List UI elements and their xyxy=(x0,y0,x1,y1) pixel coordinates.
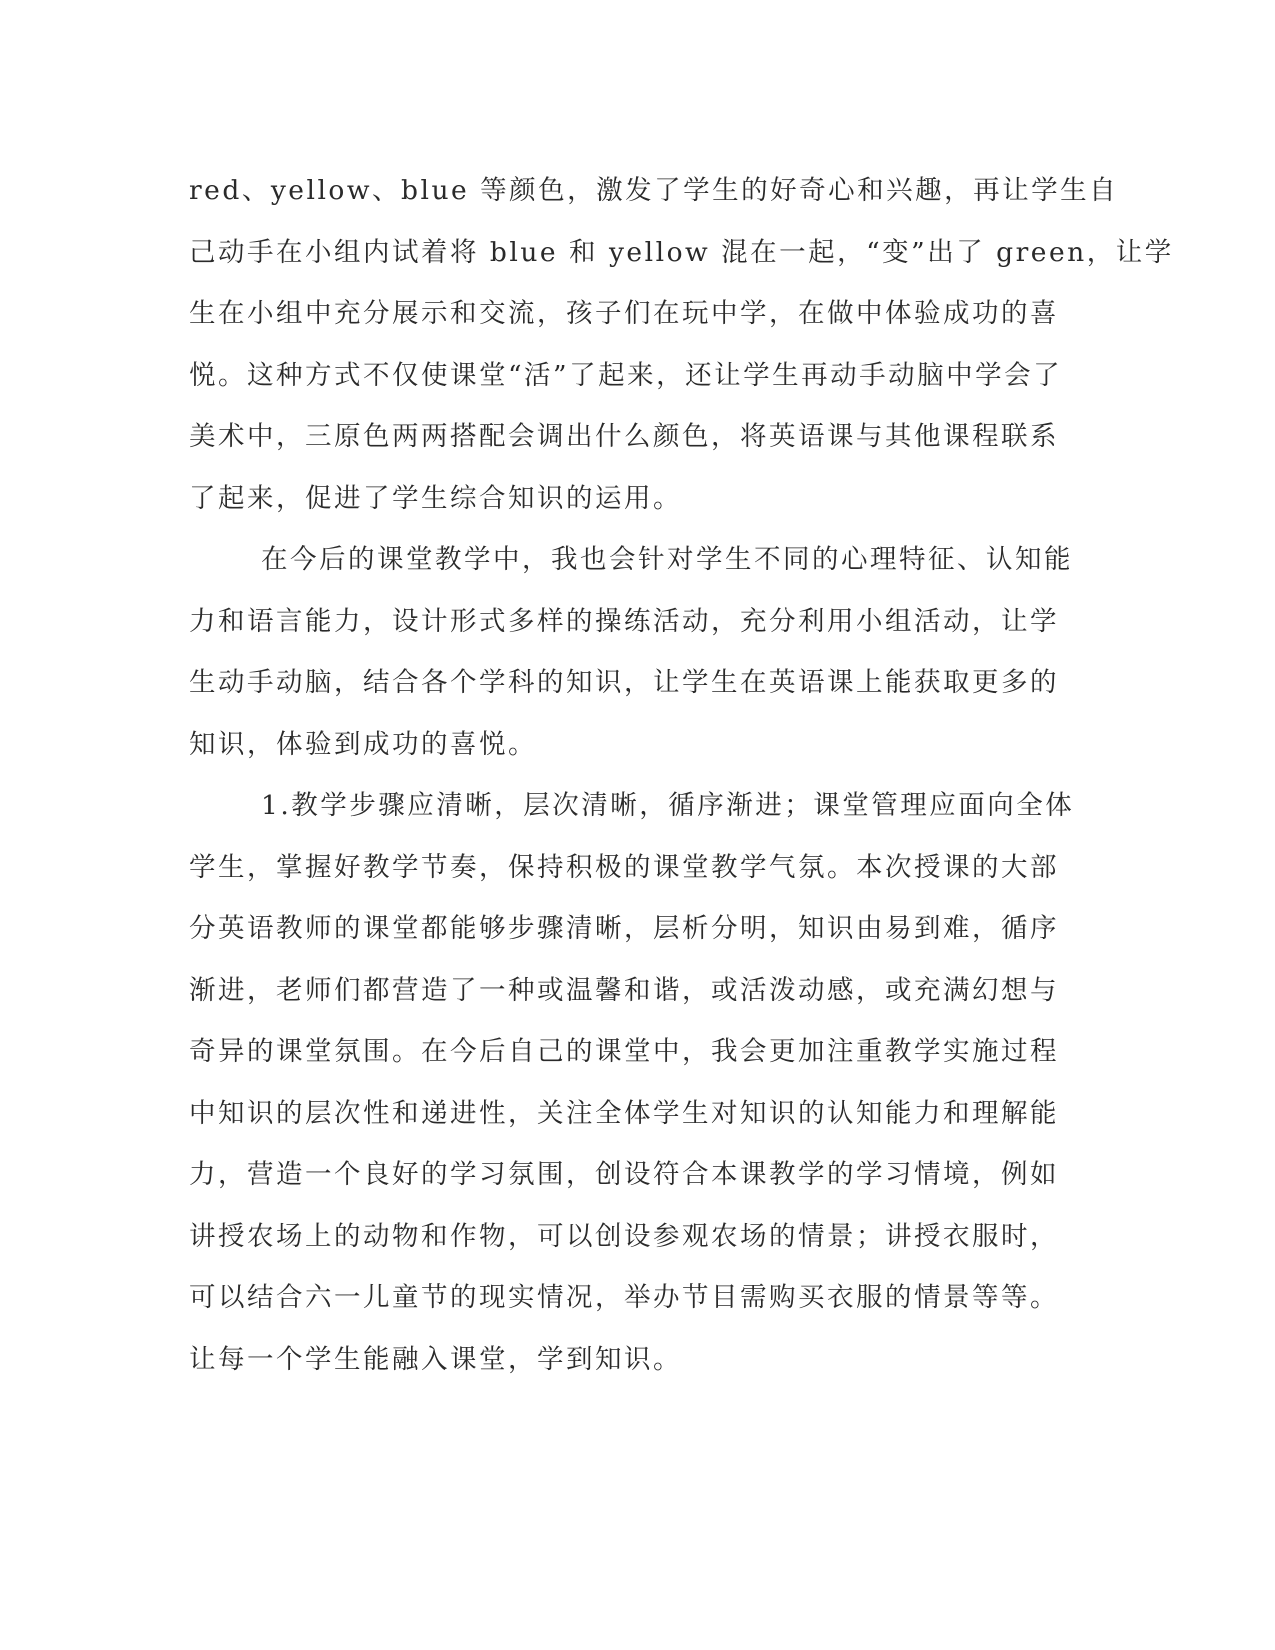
text-line: 学生，掌握好教学节奏，保持积极的课堂教学气氛。本次授课的大部 xyxy=(189,851,1059,883)
text-line: 力和语言能力，设计形式多样的操练活动，充分利用小组活动，让学 xyxy=(189,605,1059,637)
text-line: 知识，体验到成功的喜悦。 xyxy=(189,728,537,760)
text-line: 奇异的课堂氛围。在今后自己的课堂中，我会更加注重教学实施过程 xyxy=(189,1036,1059,1067)
text-line: 了起来，促进了学生综合知识的运用。 xyxy=(189,482,682,514)
text-line: 悦。这种方式不仅使课堂“活”了起来，还让学生再动手动脑中学会了 xyxy=(189,359,1063,391)
paragraph-1 xyxy=(189,160,1174,529)
text-line: 生动手动脑，结合各个学科的知识，让学生在英语课上能获取更多的 xyxy=(189,667,1059,698)
paragraph-2 xyxy=(189,529,1089,775)
text-line: 1.教学步骤应清晰，层次清晰，循序渐进；课堂管理应面向全体 xyxy=(261,790,1075,821)
text-line: 可以结合六一儿童节的现实情况，举办节目需购买衣服的情景等等。 xyxy=(189,1282,1059,1313)
text-line: red、yellow、blue 等颜色，激发了学生的好奇心和兴趣，再让学生自 xyxy=(189,175,1119,206)
text-line: 让每一个学生能融入课堂，学到知识。 xyxy=(189,1343,682,1375)
text-line: 讲授农场上的动物和作物，可以创设参观农场的情景；讲授衣服时， xyxy=(189,1220,1059,1252)
text-line: 中知识的层次性和递进性，关注全体学生对知识的认知能力和理解能 xyxy=(189,1097,1059,1129)
paragraph-3 xyxy=(189,775,1089,1390)
text-line: 生在小组中充分展示和交流，孩子们在玩中学，在做中体验成功的喜 xyxy=(189,298,1059,329)
text-line: 渐进，老师们都营造了一种或温馨和谐，或活泼动感，或充满幻想与 xyxy=(189,974,1059,1006)
text-line: 在今后的课堂教学中，我也会针对学生不同的心理特征、认知能 xyxy=(261,544,1073,575)
body-text xyxy=(189,160,1174,1390)
text-line: 己动手在小组内试着将 blue 和 yellow 混在一起，“变”出了 green，让学 xyxy=(189,236,1174,268)
text-line: 分英语教师的课堂都能够步骤清晰，层析分明，知识由易到难，循序 xyxy=(189,913,1059,944)
text-line: 美术中，三原色两两搭配会调出什么颜色，将英语课与其他课程联系 xyxy=(189,421,1059,452)
text-line: 力，营造一个良好的学习氛围，创设符合本课教学的学习情境，例如 xyxy=(189,1159,1059,1190)
